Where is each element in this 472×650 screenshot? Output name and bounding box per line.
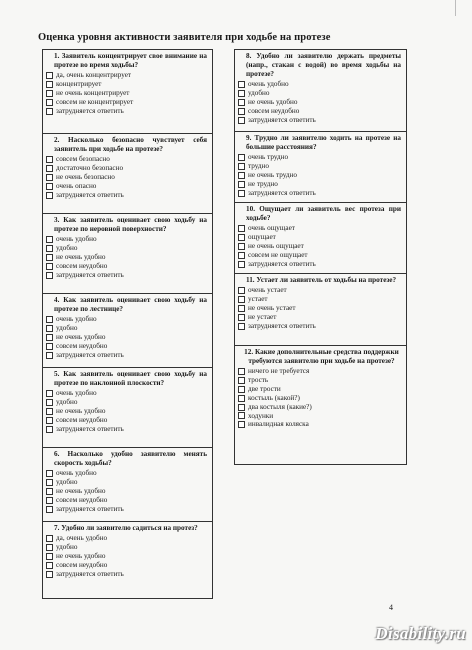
answer-option[interactable] xyxy=(238,171,403,180)
answer-option-label: затрудняется ответить xyxy=(56,270,124,279)
right-question-column xyxy=(234,49,407,465)
answer-option-label: очень опасно xyxy=(56,181,97,190)
answer-option-label: два костыля (какие?) xyxy=(248,402,312,411)
checkbox-icon[interactable] xyxy=(46,343,53,350)
checkbox-icon[interactable] xyxy=(238,225,245,232)
answer-option[interactable] xyxy=(46,534,209,543)
answer-option[interactable] xyxy=(46,333,209,342)
answer-option[interactable] xyxy=(238,313,403,322)
answer-option[interactable] xyxy=(46,107,209,116)
question-block xyxy=(43,214,212,294)
question-block xyxy=(235,274,406,346)
answer-option-label: затрудняется ответить xyxy=(248,259,316,268)
checkbox-icon[interactable] xyxy=(238,305,245,312)
question-heading: 1. Заявитель концентрирует свое внимание на протезе во время ходьбы? xyxy=(54,52,207,69)
question-block xyxy=(235,203,406,274)
answer-option-label: очень удобно xyxy=(56,235,97,243)
answer-option-label: удобно xyxy=(56,323,78,332)
checkbox-icon[interactable] xyxy=(238,190,245,197)
answer-option[interactable] xyxy=(46,98,209,107)
answer-option[interactable] xyxy=(46,155,209,164)
checkbox-icon[interactable] xyxy=(238,377,245,384)
checkbox-icon[interactable] xyxy=(238,314,245,321)
checkbox-icon[interactable] xyxy=(46,479,53,486)
scan-corner-mark xyxy=(455,0,470,16)
answer-option[interactable] xyxy=(46,487,209,496)
answer-option[interactable] xyxy=(238,403,403,412)
answer-option[interactable] xyxy=(46,315,209,324)
answer-option-label: да, очень концентрирует xyxy=(56,71,132,79)
checkbox-icon[interactable] xyxy=(46,535,53,542)
checkbox-icon[interactable] xyxy=(46,562,53,569)
answer-option-label: совсем неудобно xyxy=(56,495,108,504)
answer-option-label: очень удобно xyxy=(56,315,97,323)
checkbox-icon[interactable] xyxy=(46,236,53,243)
checkbox-icon[interactable] xyxy=(46,316,53,323)
answer-option-label: не устает xyxy=(248,312,277,321)
answer-option-label: устает xyxy=(248,294,268,303)
answer-option-label: инвалидная коляска xyxy=(248,420,309,429)
question-heading: 11. Устает ли заявитель от ходьбы на протезе? xyxy=(246,276,397,284)
answer-option-label: затрудняется ответить xyxy=(56,190,124,199)
question-heading: 6. Насколько удобно заявителю менять скорость ходьбы? xyxy=(54,450,207,467)
answer-option[interactable] xyxy=(238,107,403,116)
answer-option[interactable] xyxy=(46,244,209,253)
checkbox-icon[interactable] xyxy=(46,399,53,406)
checkbox-icon[interactable] xyxy=(238,323,245,330)
answer-option[interactable] xyxy=(46,173,209,182)
checkbox-icon[interactable] xyxy=(46,408,53,415)
answer-option[interactable] xyxy=(46,478,209,487)
answer-option[interactable] xyxy=(238,295,403,304)
answer-option-label: удобно xyxy=(248,88,270,97)
question-block xyxy=(43,522,212,598)
answer-option[interactable] xyxy=(238,233,403,242)
answer-option-label: не трудно xyxy=(248,179,278,188)
answer-option-label: не очень устает xyxy=(248,303,296,312)
answer-option-label: совсем безопасно xyxy=(56,155,110,163)
answer-option[interactable] xyxy=(238,180,403,189)
answer-option-label: затрудняется ответить xyxy=(248,188,316,197)
checkbox-icon[interactable] xyxy=(46,72,53,79)
answer-option[interactable] xyxy=(238,420,403,429)
checkbox-icon[interactable] xyxy=(238,234,245,241)
question-heading: 7. Удобно ли заявителю садиться на протез? xyxy=(54,524,198,532)
checkbox-icon[interactable] xyxy=(46,506,53,513)
answer-option-label: не очень безопасно xyxy=(56,172,115,181)
answer-option[interactable] xyxy=(46,416,209,425)
checkbox-icon[interactable] xyxy=(46,254,53,261)
checkbox-icon[interactable] xyxy=(46,417,53,424)
checkbox-icon[interactable] xyxy=(238,172,245,179)
checkbox-icon[interactable] xyxy=(46,245,53,252)
checkbox-icon[interactable] xyxy=(46,183,53,190)
answer-option-label: не очень удобно xyxy=(56,252,106,261)
question-heading: 12. Какие дополнительные средства поддержки требуются заявителю при ходьбе на протезе? xyxy=(244,348,399,365)
checkbox-icon[interactable] xyxy=(46,553,53,560)
answer-option[interactable] xyxy=(238,251,403,260)
question-block xyxy=(235,346,406,464)
answer-option-label: ходунки xyxy=(248,411,274,420)
answer-option-label: затрудняется ответить xyxy=(56,106,124,115)
answer-option-label: совсем неудобно xyxy=(56,341,108,350)
checkbox-icon[interactable] xyxy=(46,156,53,163)
answer-option-label: трость xyxy=(248,375,269,384)
answer-option[interactable] xyxy=(238,412,403,421)
answer-option[interactable] xyxy=(46,398,209,407)
answer-option[interactable] xyxy=(46,164,209,173)
answer-option-label: совсем неудобно xyxy=(56,560,108,569)
answer-option[interactable] xyxy=(238,385,403,394)
checkbox-icon[interactable] xyxy=(238,412,245,419)
answer-option[interactable] xyxy=(238,367,403,376)
answer-option[interactable] xyxy=(46,505,209,514)
answer-option[interactable] xyxy=(46,342,209,351)
question-block xyxy=(235,132,406,203)
question-block xyxy=(43,368,212,448)
answer-option[interactable] xyxy=(46,496,209,505)
checkbox-icon[interactable] xyxy=(238,296,245,303)
checkbox-icon[interactable] xyxy=(46,174,53,181)
answer-option[interactable] xyxy=(238,224,403,233)
checkbox-icon[interactable] xyxy=(46,99,53,106)
checkbox-icon[interactable] xyxy=(46,352,53,359)
checkbox-icon[interactable] xyxy=(238,181,245,188)
answer-option[interactable] xyxy=(238,162,403,171)
page-number: 4 xyxy=(389,603,393,612)
answer-option-label: очень устает xyxy=(248,286,287,294)
checkbox-icon[interactable] xyxy=(46,544,53,551)
answer-option[interactable] xyxy=(46,389,209,398)
checkbox-icon[interactable] xyxy=(46,470,53,477)
question-block xyxy=(43,294,212,368)
checkbox-icon[interactable] xyxy=(238,252,245,259)
answer-option[interactable] xyxy=(238,242,403,251)
checkbox-icon[interactable] xyxy=(46,390,53,397)
answer-option-label: затрудняется ответить xyxy=(248,115,316,124)
checkbox-icon[interactable] xyxy=(238,368,245,375)
answer-option-label: костыль (какой?) xyxy=(248,393,300,402)
answer-option-label: удобно xyxy=(56,477,78,486)
answer-option-label: очень ощущает xyxy=(248,224,295,232)
checkbox-icon[interactable] xyxy=(238,261,245,268)
answer-option[interactable] xyxy=(46,89,209,98)
checkbox-icon[interactable] xyxy=(238,81,245,88)
answer-option[interactable] xyxy=(238,153,403,162)
question-block xyxy=(235,50,406,132)
answer-option[interactable] xyxy=(238,89,403,98)
answer-option-label: не очень удобно xyxy=(56,332,106,341)
answer-option[interactable] xyxy=(238,322,403,331)
answer-option[interactable] xyxy=(238,189,403,198)
answer-option-label: очень удобно xyxy=(248,80,289,88)
question-heading: 5. Как заявитель оценивает свою ходьбу на протезе по наклонной плоскости? xyxy=(54,370,207,387)
answer-option-label: удобно xyxy=(56,397,78,406)
answer-option-label: затрудняется ответить xyxy=(56,424,124,433)
checkbox-icon[interactable] xyxy=(46,571,53,578)
question-heading: 2. Насколько безопасно чувствует себя заявитель при ходьбе на протезе? xyxy=(54,136,207,153)
site-watermark: Disability.ru xyxy=(375,624,466,643)
answer-option[interactable] xyxy=(46,469,209,478)
answer-option[interactable] xyxy=(46,570,209,579)
checkbox-icon[interactable] xyxy=(46,192,53,199)
answer-option-label: очень удобно xyxy=(56,469,97,477)
answer-option-label: не очень удобно xyxy=(56,406,106,415)
answer-option[interactable] xyxy=(46,182,209,191)
question-block xyxy=(43,134,212,214)
checkbox-icon[interactable] xyxy=(238,386,245,393)
answer-option-label: совсем неудобно xyxy=(248,106,300,115)
checkbox-icon[interactable] xyxy=(46,325,53,332)
question-block xyxy=(43,448,212,522)
checkbox-icon[interactable] xyxy=(238,117,245,124)
question-heading: 3. Как заявитель оценивает свою ходьбу на протезе по неровной поверхности? xyxy=(54,216,207,233)
checkbox-icon[interactable] xyxy=(46,272,53,279)
question-heading: 8. Удобно ли заявителю держать предметы (напр., стакан с водой) во время ходьбы на протезе? xyxy=(246,52,401,78)
answer-option-label: трудно xyxy=(248,161,269,170)
answer-option-label: не очень концентрирует xyxy=(56,88,130,97)
checkbox-icon[interactable] xyxy=(238,163,245,170)
answer-option-label: удобно xyxy=(56,243,78,252)
checkbox-icon[interactable] xyxy=(46,334,53,341)
checkbox-icon[interactable] xyxy=(238,90,245,97)
answer-option[interactable] xyxy=(46,271,209,280)
checkbox-icon[interactable] xyxy=(46,81,53,88)
answer-option[interactable] xyxy=(238,116,403,125)
checkbox-icon[interactable] xyxy=(238,404,245,411)
answer-option[interactable] xyxy=(46,561,209,570)
checkbox-icon[interactable] xyxy=(46,108,53,115)
answer-option-label: не очень удобно xyxy=(56,551,106,560)
checkbox-icon[interactable] xyxy=(46,90,53,97)
answer-option[interactable] xyxy=(46,80,209,89)
checkbox-icon[interactable] xyxy=(238,99,245,106)
answer-option-label: совсем неудобно xyxy=(56,415,108,424)
answer-option-label: затрудняется ответить xyxy=(56,569,124,578)
answer-option[interactable] xyxy=(46,324,209,333)
answer-option-label: не очень трудно xyxy=(248,170,297,179)
answer-option[interactable] xyxy=(46,407,209,416)
answer-option[interactable] xyxy=(238,394,403,403)
answer-option[interactable] xyxy=(238,304,403,313)
answer-option-label: не очень удобно xyxy=(56,486,106,495)
answer-option[interactable] xyxy=(46,351,209,360)
answer-option-label: не очень ощущает xyxy=(248,241,304,250)
answer-option-label: совсем не концентрирует xyxy=(56,97,134,106)
checkbox-icon[interactable] xyxy=(238,287,245,294)
answer-option-label: очень удобно xyxy=(56,389,97,397)
checkbox-icon[interactable] xyxy=(238,154,245,161)
checkbox-icon[interactable] xyxy=(46,426,53,433)
answer-option-label: затрудняется ответить xyxy=(248,321,316,330)
answer-option[interactable] xyxy=(238,286,403,295)
left-question-column xyxy=(42,49,213,599)
checkbox-icon[interactable] xyxy=(238,243,245,250)
answer-option[interactable] xyxy=(46,425,209,434)
answer-option-label: две трости xyxy=(248,384,281,393)
answer-option-label: достаточно безопасно xyxy=(56,163,124,172)
answer-option-label: ощущает xyxy=(248,232,276,241)
checkbox-icon[interactable] xyxy=(238,108,245,115)
answer-option-label: очень трудно xyxy=(248,153,289,161)
answer-option[interactable] xyxy=(46,191,209,200)
checkbox-icon[interactable] xyxy=(46,165,53,172)
checkbox-icon[interactable] xyxy=(46,263,53,270)
answer-option[interactable] xyxy=(238,98,403,107)
checkbox-icon[interactable] xyxy=(238,395,245,402)
answer-option-label: затрудняется ответить xyxy=(56,504,124,513)
answer-option-label: затрудняется ответить xyxy=(56,350,124,359)
answer-option[interactable] xyxy=(238,80,403,89)
checkbox-icon[interactable] xyxy=(46,488,53,495)
question-block xyxy=(43,50,212,134)
answer-option[interactable] xyxy=(238,260,403,269)
answer-option[interactable] xyxy=(46,543,209,552)
checkbox-icon[interactable] xyxy=(46,497,53,504)
answer-option-label: совсем не ощущает xyxy=(248,250,308,259)
answer-option-label: концентрирует xyxy=(56,79,102,88)
answer-option[interactable] xyxy=(46,552,209,561)
page-title: Оценка уровня активности заявителя при ходьбе на протезе xyxy=(38,32,331,43)
answer-option[interactable] xyxy=(46,262,209,271)
answer-option-label: удобно xyxy=(56,542,78,551)
question-heading: 10. Ощущает ли заявитель вес протеза при ходьбе? xyxy=(246,205,401,222)
answer-option-label: не очень удобно xyxy=(248,97,298,106)
question-heading: 9. Трудно ли заявителю ходить на протезе на большие расстояния? xyxy=(246,134,401,151)
answer-option[interactable] xyxy=(238,376,403,385)
question-heading: 4. Как заявитель оценивает свою ходьбу на протезе по лестнице? xyxy=(54,296,207,313)
answer-option-label: да, очень удобно xyxy=(56,534,108,542)
answer-option-label: ничего не требуется xyxy=(248,367,310,375)
answer-option[interactable] xyxy=(46,71,209,80)
checkbox-icon[interactable] xyxy=(238,421,245,428)
answer-option-label: совсем неудобно xyxy=(56,261,108,270)
answer-option[interactable] xyxy=(46,253,209,262)
answer-option[interactable] xyxy=(46,235,209,244)
